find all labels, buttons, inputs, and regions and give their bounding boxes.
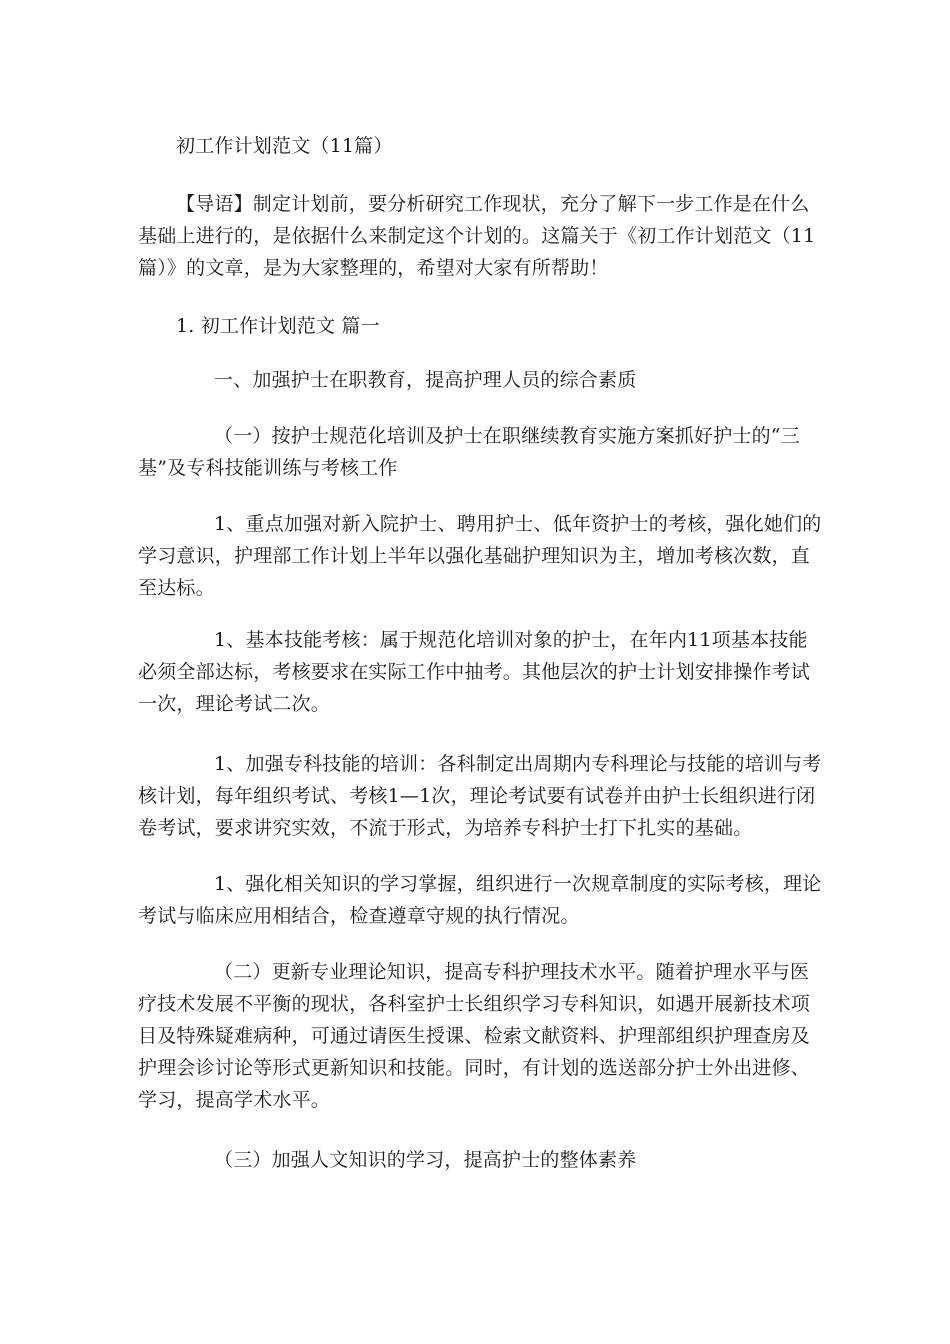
sub-heading-3: （三）加强人文知识的学习，提高护士的整体素养	[214, 1149, 637, 1171]
paragraph-2: 1、基本技能考核：属于规范化培训对象的护士，在年内11项基本技能必须全部达标，考核要求在实际工作中抽考。其他层次的护士计划安排操作考试一次，理论考试二次。	[138, 629, 811, 715]
paragraph-3: 1、加强专科技能的培训：各科制定出周期内专科理论与技能的培训与考核计划，每年组织考试、考核1—1次，理论考试要有试卷并由护士长组织进行闭卷考试，要求讲究实效，不流于形式，为培养专科护士打下扎实的基础。	[138, 753, 822, 839]
section-heading: 1. 初工作计划范文 篇一	[176, 315, 380, 337]
sub-heading-1: （一）按护士规范化培训及护士在职继续教育实施方案抓好护士的“三基”及专科技能训练与考核工作	[138, 425, 800, 479]
sub-heading-2: （二）更新专业理论知识，提高专科护理技术水平。随着护理水平与医疗技术发展不平衡的现状，各科室护士长组织学习专科知识，如遇开展新技术项目及特殊疑难病种，可通过请医生授课、检索文献资料、护理部组织护理查房及护理会诊讨论等形式更新知识和技能。同时，有计划的选送部分护士外出进修、学习，提高学术水平。	[138, 961, 811, 1111]
intro-paragraph: 【导语】制定计划前，要分析研究工作现状，充分了解下一步工作是在什么基础上进行的，是依据什么来制定这个计划的。这篇关于《初工作计划范文（11篇）》的文章，是为大家整理的，希望对大家有所帮助！	[138, 193, 816, 279]
paragraph-1: 1、重点加强对新入院护士、聘用护士、低年资护士的考核，强化她们的学习意识，护理部工作计划上半年以强化基础护理知识为主，增加考核次数，直至达标。	[138, 513, 822, 599]
item-heading-1: 一、加强护士在职教育，提高护理人员的综合素质	[214, 369, 637, 391]
paragraph-4: 1、强化相关知识的学习掌握，组织进行一次规章制度的实际考核，理论考试与临床应用相结合，检查遵章守规的执行情况。	[138, 873, 822, 927]
document-title: 初工作计划范文（11篇）	[176, 135, 393, 157]
